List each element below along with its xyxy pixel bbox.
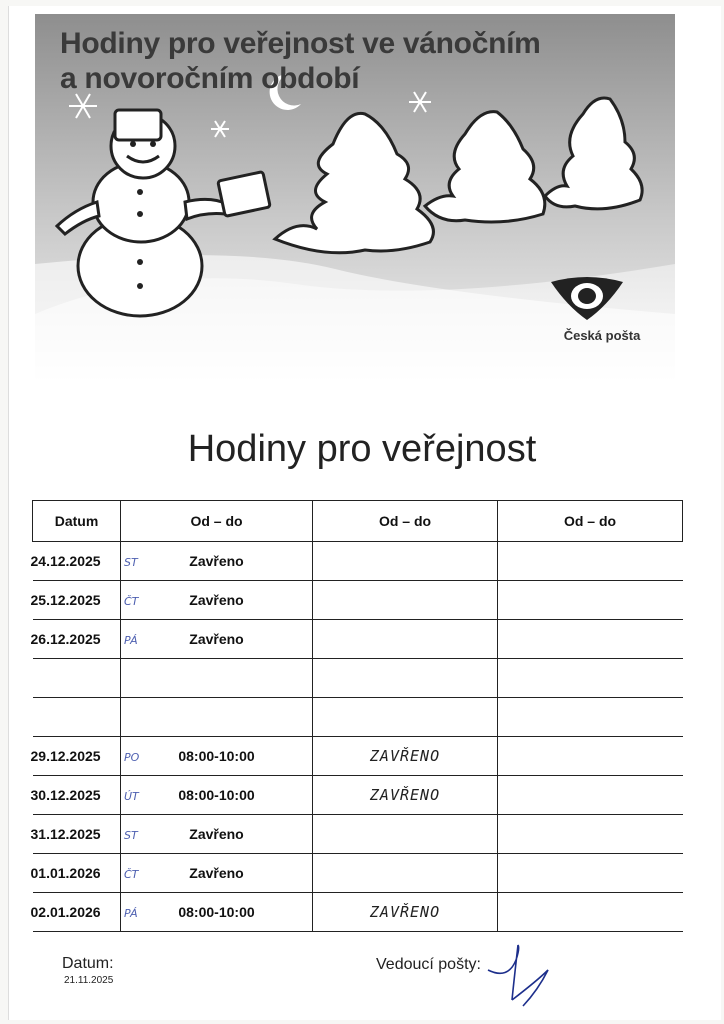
handwritten-weekday: PO [124,751,140,764]
row-hours-3 [498,815,683,854]
row-hours [121,581,313,620]
row-hours-3 [498,581,683,620]
row-hours-3 [498,542,683,581]
date-text: 02.01.2026 [30,904,101,920]
handwritten-weekday: ST [124,829,138,842]
banner-title [60,26,541,96]
table-header-row [33,501,683,542]
row-date [30,542,121,581]
table-row [33,776,683,815]
row-hours [121,698,313,737]
date-text: 29.12.2025 [30,748,101,764]
row-hours-2 [313,659,498,698]
table-row [33,815,683,854]
hours-text: 08:00-10:00 [178,787,255,803]
manager-signature [478,940,558,1015]
row-hours-3 [498,737,683,776]
row-hours-2 [313,815,498,854]
holiday-banner [35,14,675,386]
row-hours [121,737,313,776]
row-hours [121,620,313,659]
date-text: 24.12.2025 [30,553,101,569]
row-hours-2 [313,776,498,815]
page-title: Hodiny pro veřejnost [187,428,537,470]
row-hours [121,854,313,893]
handwritten-weekday: PÁ [124,907,138,920]
row-hours-2 [313,620,498,659]
banner-title-line1: Hodiny pro veřejnost ve vánočním [60,27,541,60]
date-text: 26.12.2025 [30,631,101,647]
banner-title-line2: a novoročním období [60,62,360,95]
hours-text: Zavřeno [189,592,244,608]
handwritten-weekday: ÚT [124,790,139,803]
hours-text: Zavřeno [189,553,244,569]
row-hours [121,815,313,854]
date-text: 25.12.2025 [30,592,101,608]
row-hours-2 [313,854,498,893]
table-row [33,620,683,659]
row-hours [121,893,313,932]
table-row [33,698,683,737]
row-date [30,737,121,776]
handwritten-weekday: ČT [124,595,139,608]
hours-text: 08:00-10:00 [178,748,255,764]
table-row [33,737,683,776]
row-hours-2 [313,698,498,737]
row-hours [121,659,313,698]
handwritten-weekday: ČT [124,868,139,881]
row-date [30,854,121,893]
hours-text: 08:00-10:00 [178,904,255,920]
table-row [33,581,683,620]
row-hours-3 [498,776,683,815]
table-row [33,542,683,581]
date-text: 01.01.2026 [30,865,101,881]
row-hours-3 [498,854,683,893]
handwritten-note: ZAVŘENO [369,786,441,804]
opening-hours-table [32,500,683,932]
row-hours-2 [313,737,498,776]
date-text: 30.12.2025 [30,787,101,803]
row-hours [121,776,313,815]
ceska-posta-horn-icon [547,276,627,326]
row-date [33,698,121,737]
hours-text: Zavřeno [189,631,244,647]
column-header-date: Datum [33,501,121,542]
handwritten-weekday: ST [124,556,138,569]
hours-text: Zavřeno [189,865,244,881]
column-header-hours-1: Od – do [121,501,313,542]
brand-name: Česká pošta [563,328,641,343]
row-date [30,776,121,815]
ceska-posta-brand [547,276,657,343]
row-hours-2 [313,893,498,932]
column-header-hours-3: Od – do [498,501,683,542]
handwritten-note: ZAVŘENO [369,747,441,765]
row-hours-2 [313,581,498,620]
row-date [30,893,121,932]
row-hours-3 [498,893,683,932]
row-hours [121,542,313,581]
table-row [33,893,683,932]
footer-date-label: Datum: [62,955,114,972]
manager-signature-label: Vedoucí pošty: [376,956,481,973]
handwritten-note: ZAVŘENO [369,903,441,921]
row-hours-3 [498,659,683,698]
table-row [33,659,683,698]
footer-date-value: 21.11.2025 [64,975,114,986]
row-date [30,620,121,659]
date-text: 31.12.2025 [30,826,101,842]
handwritten-weekday: PÁ [124,634,138,647]
column-header-hours-2: Od – do [313,501,498,542]
hours-text: Zavřeno [189,826,244,842]
row-hours-3 [498,698,683,737]
table-row [33,854,683,893]
row-hours-2 [313,542,498,581]
row-date [30,581,121,620]
row-date [30,815,121,854]
row-date [33,659,121,698]
row-hours-3 [498,620,683,659]
